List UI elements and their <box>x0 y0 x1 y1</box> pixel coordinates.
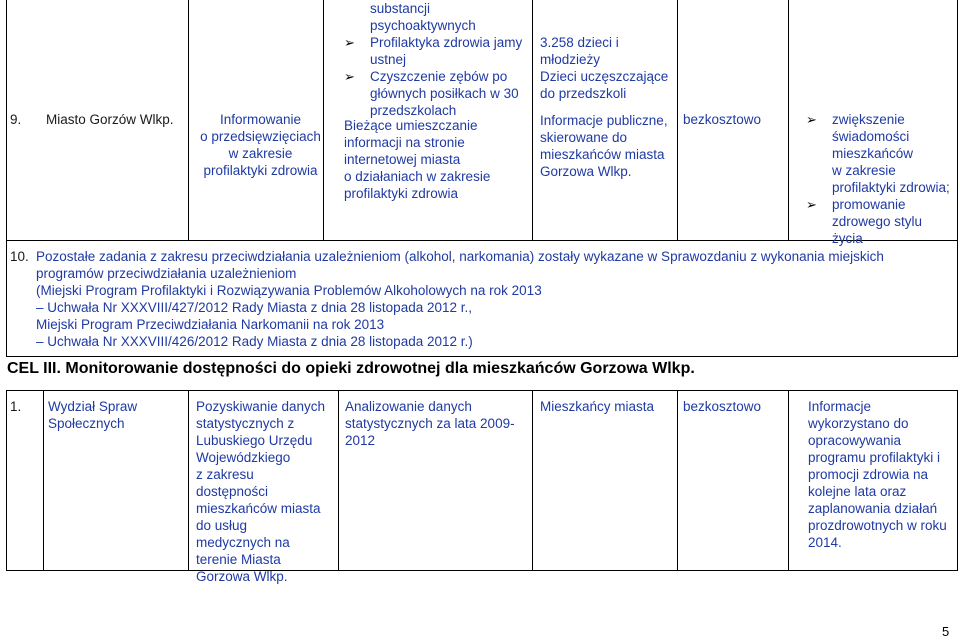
cost-value: bezkosztowo <box>683 399 762 414</box>
effects-description: Informacje wykorzystano do opracowywania programu profilaktyki i promocji zdrowia na kolejne lata oraz zaplanowania działań prozdrowotnych w roku 2014. <box>808 399 947 550</box>
section-heading: CEL III. Monitorowanie dostępności do opieki zdrowotnej dla mieszkańców Gorzowa Wlkp. <box>7 360 695 377</box>
table-border <box>957 240 958 356</box>
row-city: Miasto Gorzów Wlkp. <box>46 112 174 127</box>
table-border <box>338 390 339 570</box>
analysis-description: Analizowanie danych statystycznych za lata 2009- 2012 <box>345 399 515 448</box>
table-border <box>323 0 324 240</box>
table-border <box>43 390 44 570</box>
table-border <box>788 0 789 240</box>
row10-text: Pozostałe zadania z zakresu przeciwdziałania uzależnieniom (alkohol, narkomania) zostały wykazane w Sprawozdaniu z wykonania miejskich programów przeciwdziałania uzależnieniom (Miejski Program Profilaktyki i Rozwiązywania Problemów Alkoholowych na rok 2013 – Uchwała Nr XXXVIII/427/2012 Rady Miasta z dnia 28 listopada 2012 r., Miejski Program Przeciwdziałania Narkomanii na rok 2013 – Uchwała Nr XXXVIII/426/2012 Rady Miasta z dnia 28 listopada 2012 r.) <box>36 249 884 349</box>
table-border <box>6 0 7 240</box>
table-border <box>532 390 533 570</box>
cost-value: bezkosztowo <box>683 112 762 127</box>
recipients-column: 3.258 dzieci i młodzieży Dzieci uczęszczające do przedszkoli Informacje publiczne, skierowane do mieszkańców miasta Gorzowa Wlkp. <box>540 35 669 179</box>
table-border <box>188 390 189 570</box>
page-number: 5 <box>942 624 950 639</box>
action-description: Pozyskiwanie danych statystycznych z Lubuskiego Urzędu Wojewódzkiego z zakresu dostępności mieszkańców miasta do usług medycznych na terenie Miasta Gorzowa Wlkp. <box>196 399 326 584</box>
effects-column <box>806 111 956 247</box>
table-border <box>677 0 678 240</box>
row-number: 1. <box>10 399 22 414</box>
table-border <box>6 240 7 356</box>
table-border <box>788 390 789 570</box>
table-border <box>6 570 958 571</box>
bullet-item: ➢ promowanie zdrowego stylu życia <box>806 196 956 247</box>
recipients-value: Mieszkańcy miasta <box>540 399 655 414</box>
table-border <box>677 390 678 570</box>
responsible-unit: Wydział Spraw Społecznych <box>48 399 138 431</box>
row-number: 10. <box>10 249 29 264</box>
table-border <box>6 390 7 570</box>
bullet-item: ➢ zwiększenie świadomości mieszkańców w zakresie profilaktyki zdrowia; <box>806 111 956 196</box>
table-border <box>957 0 958 240</box>
table-border <box>6 390 958 391</box>
row-number: 9. <box>10 112 22 127</box>
table-border <box>188 0 189 240</box>
table-border <box>6 356 958 357</box>
bullet-item: ➢ Profilaktyka zdrowia jamy ustnej <box>344 34 530 68</box>
actions-column: substancji psychoaktywnych ➢ Profilaktyka zdrowia jamy ustnej ➢ Czyszczenie zębów po głównych posiłkach w 30 przedszkolach Bieżące umieszczanie informacji na stronie internetowej miasta o działaniach w zakresie profilaktyki zdrowia <box>344 0 530 202</box>
table-border <box>532 0 533 240</box>
task-description: Informowanie o przedsięwzięciach w zakresie profilaktyki zdrowia <box>200 112 321 178</box>
bullet-item: ➢ Czyszczenie zębów po głównych posiłkach w 30 przedszkolach <box>344 68 530 119</box>
